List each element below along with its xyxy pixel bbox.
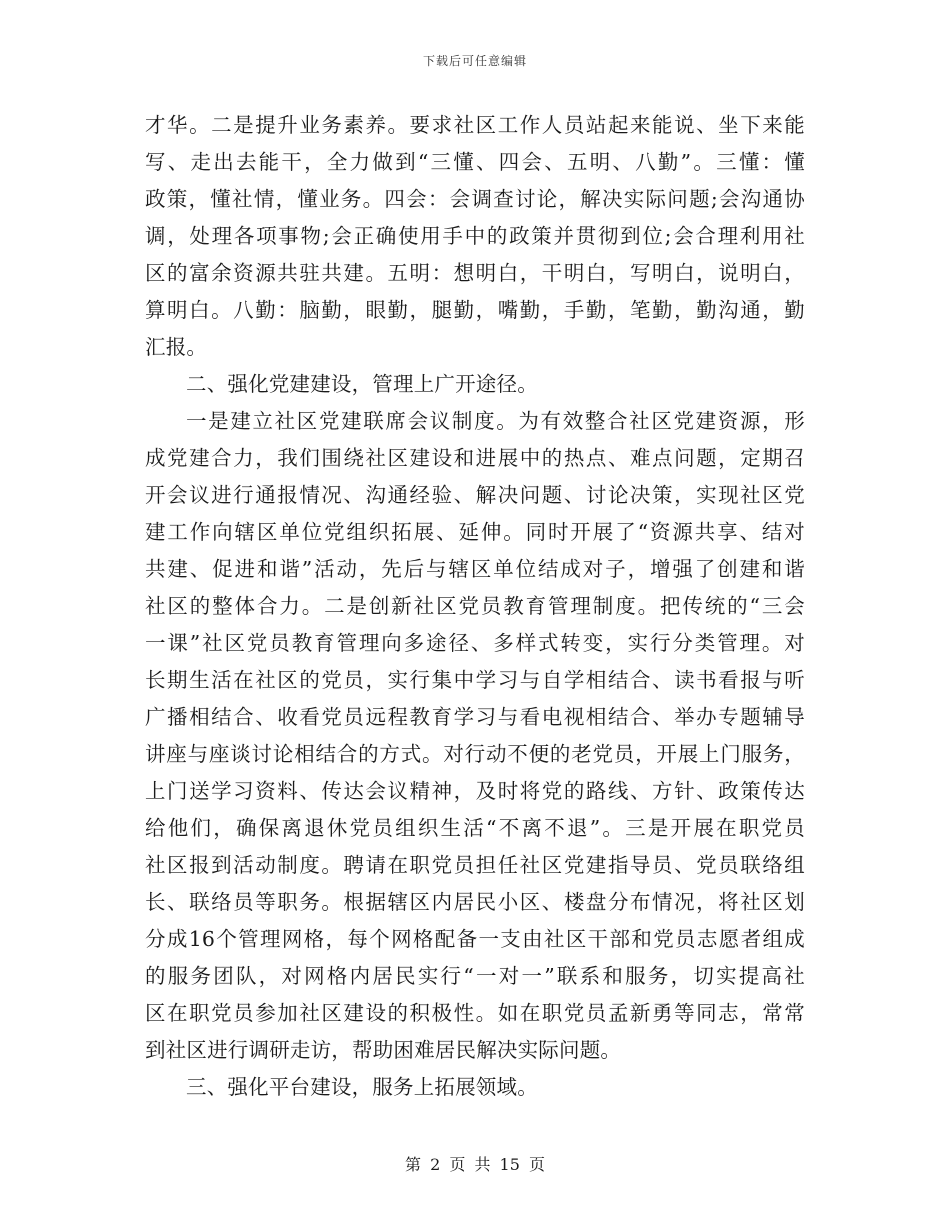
text-line: 开会议进行通报情况、沟通经验、解决问题、讨论决策，实现社区党 [145,483,805,507]
text-line: 共建、促进和谐”活动，先后与辖区单位结成对子，增强了创建和谐 [145,557,805,581]
text-line: 成党建合力，我们围绕社区建设和进展中的热点、难点问题，定期召 [145,446,805,470]
text-line: 才华。二是提升业务素养。要求社区工作人员站起来能说、坐下来能 [145,113,805,137]
text-line: 区在职党员参加社区建设的积极性。如在职党员孟新勇等同志，常常 [145,1001,805,1025]
text-line: 讲座与座谈讨论相结合的方式。对行动不便的老党员，开展上门服务， [145,742,805,766]
text-line: 三、强化平台建设，服务上拓展领域。 [186,1075,538,1099]
text-line: 上门送学习资料、传达会议精神，及时将党的路线、方针、政策传达 [145,779,805,803]
text-line: 建工作向辖区单位党组织拓展、延伸。同时开展了“资源共享、结对 [145,520,805,544]
text-line: 社区的整体合力。二是创新社区党员教育管理制度。把传统的“三会 [145,594,805,618]
page-footer: 第 2 页 共 15 页 [405,1155,545,1174]
text-line: 长期生活在社区的党员，实行集中学习与自学相结合、读书看报与听 [145,668,805,692]
text-line: 一是建立社区党建联席会议制度。为有效整合社区党建资源，形 [186,409,805,433]
text-line: 分成16个管理网格，每个网格配备一支由社区干部和党员志愿者组成 [145,927,805,951]
text-line: 广播相结合、收看党员远程教育学习与看电视相结合、举办专题辅导 [145,705,805,729]
text-line: 写、走出去能干，全力做到“三懂、四会、五明、八勤”。三懂：懂 [145,150,805,174]
text-line: 长、联络员等职务。根据辖区内居民小区、楼盘分布情况，将社区划 [145,890,805,914]
text-line: 一课”社区党员教育管理向多途径、多样式转变，实行分类管理。对 [145,631,805,655]
text-line: 社区报到活动制度。聘请在职党员担任社区党建指导员、党员联络组 [145,853,805,877]
text-line: 区的富余资源共驻共建。五明：想明白，干明白，写明白，说明白， [145,261,805,285]
text-line: 到社区进行调研走访，帮助困难居民解决实际问题。 [145,1038,622,1062]
text-line: 的服务团队，对网格内居民实行“一对一”联系和服务，切实提高社 [145,964,805,988]
text-line: 调，处理各项事物;会正确使用手中的政策并贯彻到位;会合理利用社 [145,224,805,248]
text-line: 汇报。 [145,335,208,359]
page-header: 下载后可任意编辑 [422,54,527,68]
text-line: 政策，懂社情，懂业务。四会：会调查讨论，解决实际问题;会沟通协 [145,187,805,211]
text-line: 算明白。八勤：脑勤，眼勤，腿勤，嘴勤，手勤，笔勤，勤沟通，勤 [145,298,805,322]
text-line: 给他们，确保离退休党员组织生活“不离不退”。三是开展在职党员 [145,816,805,840]
document-body [145,107,805,1106]
text-line: 二、强化党建建设，管理上广开途径。 [186,372,538,396]
